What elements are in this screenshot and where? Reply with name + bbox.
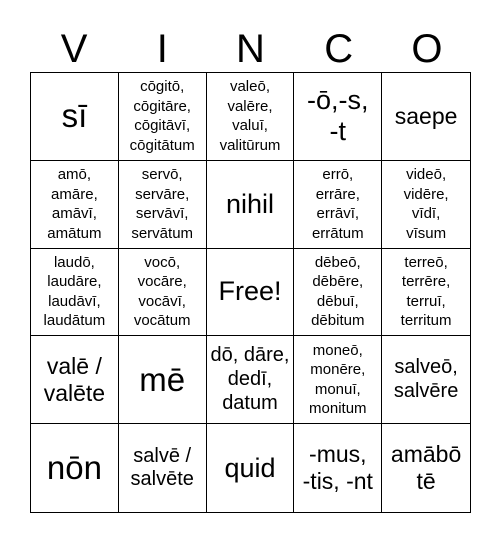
header-letter: N	[236, 27, 265, 71]
bingo-cell[interactable]	[31, 336, 119, 424]
cell-text	[130, 77, 195, 155]
bingo-cell[interactable]	[207, 336, 295, 424]
cell-text-line: vīdī,	[411, 205, 441, 223]
cell-text-line: dedī,	[227, 367, 273, 390]
cell-text-line: terrēre,	[401, 273, 451, 291]
cell-text-line: vocāre,	[137, 273, 187, 291]
bingo-board	[30, 72, 471, 513]
bingo-cell[interactable]	[31, 161, 119, 249]
cell-text-line: laudō,	[53, 253, 95, 271]
cell-text-line: salveō,	[394, 356, 458, 379]
cell-text-line: -tis, -nt	[302, 468, 373, 495]
cell-text	[311, 253, 364, 331]
cell-text-line: monēre,	[310, 361, 366, 379]
bingo-cell[interactable]	[294, 249, 382, 337]
cell-text	[131, 165, 193, 243]
cell-text	[224, 453, 275, 484]
cell-text-line: errātum	[311, 224, 364, 242]
cell-text	[134, 253, 191, 331]
cell-text-line: valuī,	[232, 117, 268, 135]
bingo-header	[30, 26, 471, 72]
cell-text-line: terruī,	[406, 292, 446, 310]
cell-text-line: laudātum	[43, 312, 106, 330]
cell-text-line: valeō,	[229, 78, 270, 96]
cell-text	[47, 450, 102, 486]
cell-text-line: servō,	[141, 166, 183, 184]
cell-text-line: -t	[329, 116, 347, 147]
cell-text	[309, 341, 367, 419]
cell-text	[44, 353, 105, 407]
cell-text-line: monuī,	[314, 380, 361, 398]
cell-text-line: laudāre,	[47, 273, 102, 291]
cell-text-line: quid	[224, 452, 276, 483]
cell-text-line: sī	[61, 97, 88, 135]
cell-text	[394, 356, 458, 403]
cell-text	[62, 98, 88, 134]
cell-text	[391, 441, 461, 495]
cell-text-line: monitum	[309, 400, 367, 418]
cell-text-line: errāvī,	[316, 205, 360, 223]
cell-text-line: cōgitāvī,	[134, 117, 191, 135]
header-letter: I	[156, 27, 168, 71]
cell-text-line: amābō	[390, 440, 462, 467]
cell-text-line: servāvī,	[135, 205, 189, 223]
cell-text	[131, 445, 194, 492]
cell-text-line: dēbēre,	[312, 273, 364, 291]
cell-text-line: vocō,	[144, 253, 181, 271]
bingo-cell[interactable]	[294, 336, 382, 424]
cell-text	[218, 276, 281, 307]
cell-text-line: amāvī,	[51, 205, 97, 223]
cell-text-line: dēbuī,	[316, 292, 359, 310]
cell-text-line: -mus,	[309, 440, 367, 467]
bingo-cell[interactable]	[382, 249, 470, 337]
bingo-cell[interactable]	[207, 161, 295, 249]
cell-text	[220, 77, 281, 155]
cell-text-line: moneō,	[312, 341, 363, 359]
bingo-cell[interactable]	[382, 336, 470, 424]
bingo-cell[interactable]	[294, 424, 382, 512]
bingo-cell[interactable]	[382, 424, 470, 512]
bingo-cell[interactable]	[294, 161, 382, 249]
cell-text-line: dō, dāre,	[210, 344, 290, 367]
bingo-cell[interactable]	[207, 73, 295, 161]
cell-text	[139, 362, 185, 398]
bingo-cell[interactable]	[119, 424, 207, 512]
bingo-cell[interactable]	[382, 73, 470, 161]
cell-text	[307, 85, 369, 147]
bingo-cell[interactable]	[31, 73, 119, 161]
cell-text-line: valē /	[46, 352, 102, 379]
bingo-cell[interactable]	[382, 161, 470, 249]
cell-text-line: valēte	[43, 379, 106, 406]
bingo-cell[interactable]	[119, 336, 207, 424]
cell-text	[211, 344, 290, 415]
cell-text-line: datum	[222, 391, 278, 414]
cell-text	[44, 253, 106, 331]
cell-text-line: cōgitāre,	[133, 97, 191, 115]
cell-text-line: valēre,	[227, 97, 273, 115]
cell-text-line: vidēre,	[403, 185, 449, 203]
cell-text-line: amō,	[57, 166, 92, 184]
header-letter: C	[324, 27, 354, 71]
cell-text-line: cōgitō,	[140, 78, 185, 96]
cell-text-line: mē	[139, 360, 186, 398]
cell-text-line: servātum	[131, 224, 194, 242]
cell-text-line: tē	[416, 468, 436, 495]
cell-text	[303, 441, 373, 495]
bingo-cell[interactable]	[294, 73, 382, 161]
bingo-cell[interactable]	[119, 249, 207, 337]
cell-text-line: dēbitum	[311, 312, 365, 330]
cell-text-line: videō,	[406, 166, 447, 184]
cell-text-line: salvēre	[393, 379, 459, 402]
cell-text-line: dēbeō,	[314, 253, 361, 271]
cell-text-line: errō,	[322, 166, 354, 184]
cell-text-line: errāre,	[315, 185, 360, 203]
cell-text-line: amātum	[47, 224, 102, 242]
cell-text	[395, 103, 458, 130]
cell-text-line: -ō,-s,	[307, 85, 369, 116]
header-letter: O	[411, 27, 443, 71]
cell-text-line: nōn	[46, 448, 102, 486]
cell-text-line: salvēte	[130, 468, 194, 491]
cell-text	[226, 189, 274, 220]
cell-text	[312, 165, 364, 243]
cell-text-line: nihil	[225, 188, 274, 219]
cell-text-line: territum	[400, 312, 452, 330]
cell-text-line: vocāvī,	[138, 292, 186, 310]
cell-text	[401, 253, 452, 331]
cell-text-line: vocātum	[133, 312, 191, 330]
cell-text-line: amāre,	[51, 185, 98, 203]
cell-text-line: salvē /	[133, 444, 192, 467]
bingo-cell[interactable]	[119, 161, 207, 249]
cell-text	[47, 165, 101, 243]
cell-text-line: valitūrum	[219, 136, 281, 154]
free-space-cell[interactable]	[207, 249, 295, 337]
bingo-cell[interactable]	[119, 73, 207, 161]
cell-text-line: terreō,	[404, 253, 448, 271]
cell-text	[404, 165, 449, 243]
cell-text-line: laudāvī,	[48, 292, 101, 310]
bingo-cell[interactable]	[207, 424, 295, 512]
cell-text-line: vīsum	[406, 224, 447, 242]
cell-text-line: servāre,	[135, 185, 190, 203]
header-letter: V	[60, 27, 88, 71]
cell-text-line: Free!	[218, 276, 282, 307]
bingo-cell[interactable]	[31, 424, 119, 512]
bingo-cell[interactable]	[31, 249, 119, 337]
cell-text-line: cōgitātum	[129, 136, 195, 154]
cell-text-line: saepe	[394, 102, 458, 129]
